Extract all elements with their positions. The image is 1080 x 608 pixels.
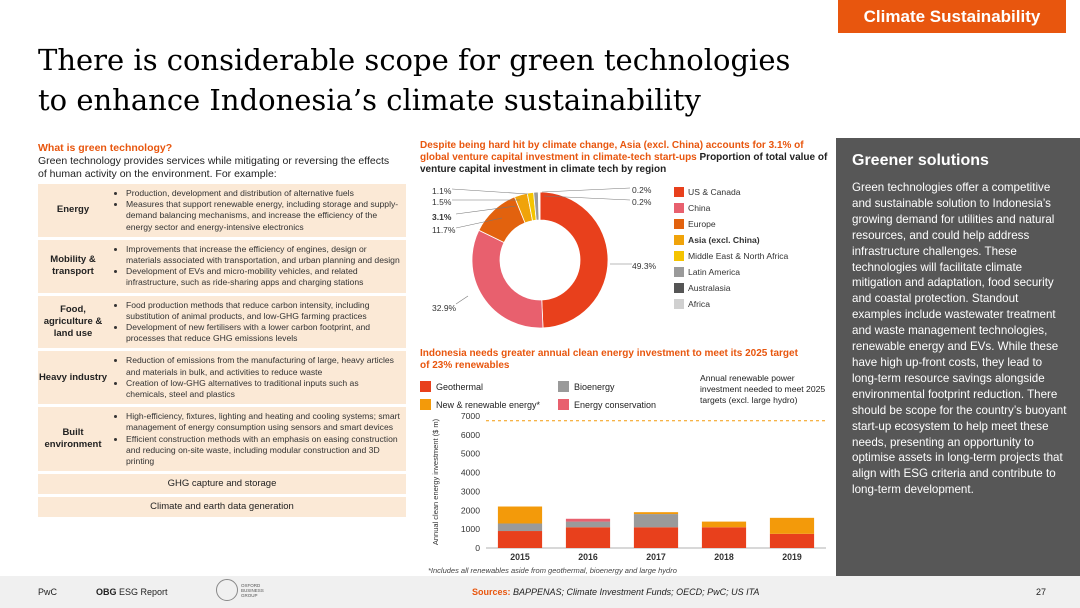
panel-heading: Greener solutions (852, 152, 989, 169)
y-tick-label: 3000 (460, 486, 480, 497)
row-category: Food, agriculture & land use (43, 304, 103, 340)
bar-segment (498, 531, 542, 548)
donut-data-label: 11.7% (432, 225, 456, 235)
donut-leader-line (452, 189, 528, 194)
legend-swatch (674, 251, 684, 261)
x-tick-label: 2015 (510, 552, 530, 562)
donut-data-label: 0.2% (632, 197, 652, 207)
page-number: 27 (1035, 587, 1046, 597)
footer-obg: OBG (96, 587, 117, 597)
legend-swatch (674, 203, 684, 213)
obg-logo-icon (216, 579, 238, 601)
obg-logo (216, 579, 277, 601)
bullet: • Creation of low-GHG alternatives to traditional inputs such as chemicals, steel and plastics (126, 378, 400, 400)
legend-swatch (558, 381, 569, 392)
legend-item (558, 381, 615, 392)
donut-data-label: 1.1% (432, 186, 452, 196)
legend-label: Bioenergy (574, 381, 615, 392)
donut-slice (539, 192, 540, 220)
donut-data-label: 32.9% (432, 303, 457, 313)
ghg-capture-row: GHG capture and storage (38, 474, 406, 494)
legend-swatch (674, 187, 684, 197)
donut-leader-line (542, 188, 630, 192)
bullet: • Food production methods that reduce carbon intensity, including substitution of animal products, and low-GHG farming practices (126, 300, 400, 322)
y-tick-label: 2000 (460, 505, 480, 516)
donut-leader-line (456, 296, 468, 304)
bullet: • Improvements that increase the efficiency of engines, design or materials associated with transportation, and urban planning and design (126, 244, 400, 266)
legend-swatch (674, 267, 684, 277)
legend-label: China (688, 203, 711, 213)
table-row (38, 184, 406, 237)
legend-item (558, 399, 656, 410)
legend-label: Latin America (688, 267, 741, 277)
footer-report-name: ESG Report (116, 587, 168, 597)
y-tick-label: 6000 (460, 429, 480, 440)
green-tech-intro (38, 142, 398, 181)
table-row (38, 240, 406, 293)
bullet: • Reduction of emissions from the manufacturing of large, heavy articles and materials in bulk, and activities to reduce waste (126, 355, 400, 377)
legend-swatch (674, 299, 684, 309)
footer (0, 576, 1080, 608)
legend-label: Europe (688, 219, 716, 229)
row-bullets (108, 296, 406, 349)
row-bullets (108, 407, 406, 471)
bar-segment (498, 507, 542, 524)
sources-label: Sources: (472, 587, 511, 597)
legend-label: Asia (excl. China) (688, 235, 760, 245)
legend-swatch (420, 399, 431, 410)
bar-segment (770, 518, 814, 534)
target-annotation: Annual renewable power investment needed to meet 2025 targets (excl. large hydro) (700, 373, 826, 405)
row-category: Built environment (44, 427, 102, 451)
bullet: • Efficient construction methods with an emphasis on easing construction and reducing on-site waste, including modular construction and 3D printing (126, 434, 400, 468)
donut-data-label: 1.5% (432, 197, 452, 207)
legend-swatch (674, 283, 684, 293)
bar-segment (634, 512, 678, 514)
bar-segment (634, 527, 678, 548)
legend-swatch (420, 381, 431, 392)
bar-segment (702, 527, 746, 548)
y-tick-label: 5000 (460, 448, 480, 459)
donut-heading-orange: Despite being hard hit by climate change, Asia (excl. China) accounts for 3.1% of global venture capital investment in climate-tech start-ups (420, 140, 804, 163)
donut-data-label: 49.3% (632, 261, 657, 271)
bullet: • Development of new fertilisers with a lower carbon footprint, and processes that reduce GHG emissions levels (126, 322, 400, 344)
legend-label: Energy conservation (574, 399, 657, 410)
bar-segment (498, 523, 542, 531)
panel-body: Green technologies offer a competitive and sustainable solution to Indonesia’s growing demand for utilities and natural resources, and could help address infrastructure challenges. These technologies will facilitate climate mitigation and adaptation, food security and coastal protection. Standout examples include wastewater treatment and waste management technologies, renewable energy and EVs. While these have high up-front costs, they lead to long-term resource savings alongside environmental footprint reduction. There should be scope for the country’s buoyant start-up ecosystem to help meet these needs, presenting an opportunity to optimise assets in long-term projects that align with ESG criteria and contribute to long-term development. (852, 181, 1067, 497)
legend-swatch (674, 235, 684, 245)
row-category: Mobility & transport (50, 254, 96, 278)
page-title: There is considerable scope for green technologies to enhance Indonesia’s climate sustainability (38, 43, 791, 117)
green-tech-table (38, 184, 406, 520)
donut-slice (540, 192, 608, 328)
legend-label: Middle East & North Africa (688, 251, 789, 261)
donut-heading (420, 140, 830, 176)
legend-label: Africa (688, 299, 710, 309)
bar-segment (634, 514, 678, 527)
legend-label: Geothermal (436, 381, 484, 392)
bar-heading: Indonesia needs greater annual clean energy investment to meet its 2025 target of 23% renewables (420, 348, 798, 371)
y-tick-label: 4000 (460, 467, 480, 478)
clean-energy-bar-chart (420, 410, 830, 565)
donut-heading-black: Proportion of total value of venture capital investment in climate tech by region (420, 152, 828, 175)
bar-segment (566, 519, 610, 522)
footer-sources (472, 587, 759, 597)
y-tick-label: 7000 (460, 411, 480, 421)
legend-label: New & renewable energy* (436, 399, 541, 410)
donut-data-label: 0.2% (632, 185, 652, 195)
row-bullets (108, 351, 406, 404)
table-row (38, 296, 406, 349)
x-tick-label: 2017 (646, 552, 666, 562)
bar-segment (566, 527, 610, 548)
legend-item (420, 399, 540, 410)
row-bullets (108, 240, 406, 293)
bullet: • Production, development and distribution of alternative fuels (126, 188, 400, 199)
donut-data-label: 3.1% (432, 212, 452, 222)
x-tick-label: 2019 (782, 552, 802, 562)
legend-label: Australasia (688, 283, 731, 293)
bullet: • Development of EVs and micro-mobility vehicles, and related infrastructure, such as ride-sharing apps and charging stations (126, 266, 400, 288)
x-tick-label: 2016 (578, 552, 598, 562)
section-tag: Climate Sustainability (838, 0, 1066, 33)
row-category: Heavy industry (38, 371, 108, 383)
greener-solutions-panel (836, 138, 1080, 576)
vc-donut-chart (420, 178, 824, 328)
green-tech-heading: What is green technology? (38, 142, 173, 154)
table-row (38, 407, 406, 471)
y-tick-label: 1000 (460, 524, 480, 535)
obg-logo-text: OXFORD BUSINESS GROUP (241, 582, 264, 598)
bar-segment (566, 522, 610, 528)
legend-label: US & Canada (688, 187, 741, 197)
sources-text: BAPPENAS; Climate Investment Funds; OECD; PwC; US ITA (510, 587, 760, 597)
footer-report (96, 587, 168, 597)
climate-data-row: Climate and earth data generation (38, 497, 406, 517)
bar-footnote: *Includes all renewables aside from geothermal, bioenergy and large hydro (428, 566, 677, 575)
row-bullets (108, 184, 406, 237)
bullet: • High-efficiency, fixtures, lighting and heating and cooling systems; smart management of energy consumption using sensors and smart devices (126, 411, 400, 433)
legend-swatch (674, 219, 684, 229)
green-tech-intro-text: Green technology provides services while mitigating or reversing the effects of human activity on the environment. For example: (38, 155, 390, 180)
y-axis-label: Annual clean energy investment ($ m) (431, 418, 440, 546)
bullet: • Measures that support renewable energy, including storage and supply-demand balancing mechanisms, and increase the efficiency of the energy sector and energy-intensive electronics (126, 199, 400, 233)
legend-swatch (558, 399, 569, 410)
legend-item (420, 381, 483, 392)
table-row (38, 351, 406, 404)
donut-slice (472, 230, 543, 328)
y-tick-label: 0 (475, 543, 480, 553)
x-tick-label: 2018 (714, 552, 734, 562)
bar-segment (702, 522, 746, 528)
bar-segment (770, 534, 814, 548)
footer-pwc: PwC (38, 587, 58, 597)
row-category: Energy (56, 204, 90, 216)
